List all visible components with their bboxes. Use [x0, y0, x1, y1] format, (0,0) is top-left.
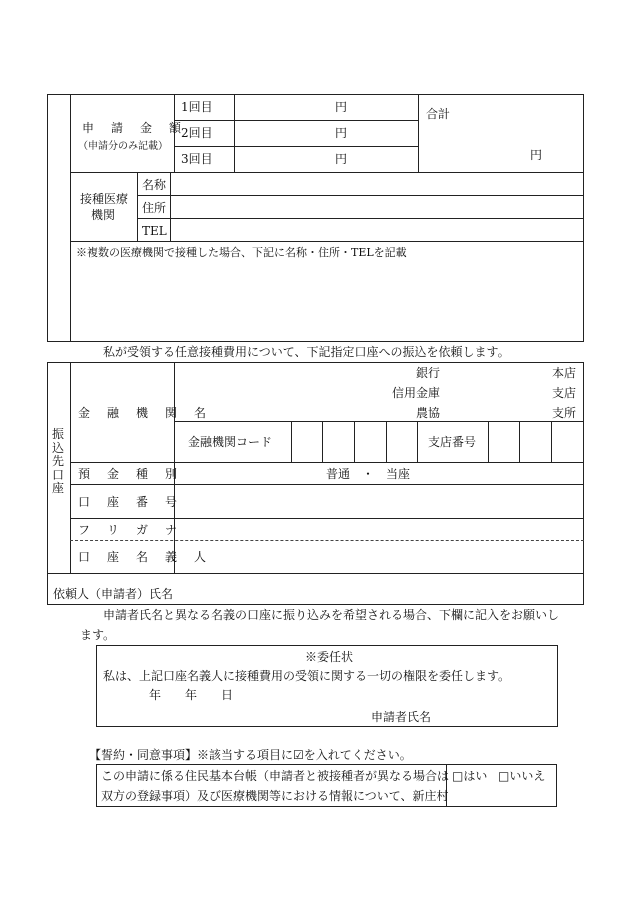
clinic-field-tel: TEL — [142, 224, 167, 238]
delegation-body: 私は、上記口座名義人に接種費用の受領に関する一切の権限を委任します。 — [103, 669, 511, 683]
multi-clinic-note: ※複数の医療機関で接種した場合、下記に名称・住所・TELを記載 — [76, 246, 407, 259]
furigana-label: フ リ ガ ナ — [78, 523, 184, 537]
requester-label: 依頼人（申請者）氏名 — [53, 587, 174, 601]
clinic-label-2: 機関 — [91, 208, 116, 222]
branch-no-label: 支店番号 — [428, 435, 477, 449]
bank-label: 金 融 機 関 名 — [78, 406, 213, 420]
transfer-side-label: 振 込 先 口 座 — [51, 427, 64, 495]
account-no-label: 口 座 番 号 — [78, 495, 184, 509]
branch-type-main: 本店 — [552, 366, 577, 380]
bank-type-shinkin: 信用金庫 — [392, 386, 441, 400]
row2-label: 2回目 — [181, 126, 213, 140]
branch-type-branch: 支店 — [552, 386, 577, 400]
clinic-field-address: 住所 — [142, 201, 167, 215]
row3-unit: 円 — [335, 152, 348, 166]
deposit-type-label: 預 金 種 別 — [78, 467, 184, 481]
transfer-request-text: 私が受領する任意接種費用について、下記指定口座への振込を依頼します。 — [103, 345, 510, 359]
consent-text-2: 双方の登録事項）及び医療機関等における情報について、新庄村 — [101, 789, 449, 803]
row1-label: 1回目 — [181, 100, 213, 114]
row2-unit: 円 — [335, 126, 348, 140]
amount-label: 申 請 金 額 — [82, 121, 188, 135]
delegation-box — [96, 645, 558, 727]
row3-label: 3回目 — [181, 152, 213, 166]
bank-type-nokyo: 農協 — [416, 406, 441, 420]
delegation-title: ※委任状 — [305, 650, 354, 664]
consent-heading: 【誓約・同意事項】※該当する項目に☑を入れてください。 — [89, 748, 412, 762]
delegation-note-1: 申請者氏名と異なる名義の口座に振り込みを希望される場合、下欄に記入をお願いし — [103, 608, 560, 622]
amount-note: （申請分のみ記載） — [78, 141, 168, 152]
consent-yes-checkbox[interactable]: □はい — [452, 769, 488, 783]
clinic-field-name: 名称 — [142, 178, 167, 192]
total-unit: 円 — [530, 148, 543, 162]
holder-label: 口 座 名 義 人 — [78, 550, 213, 564]
deposit-options: 普通 ・ 当座 — [326, 467, 411, 481]
clinic-label-1: 接種医療 — [80, 192, 129, 206]
total-label: 合計 — [426, 107, 451, 121]
bank-type-bank: 銀行 — [416, 366, 441, 380]
delegation-note-2: ます。 — [80, 628, 116, 642]
branch-type-office: 支所 — [552, 406, 577, 420]
delegation-signature: 申請者氏名 — [371, 710, 432, 724]
consent-no-checkbox[interactable]: □いいえ — [498, 769, 546, 783]
row1-unit: 円 — [335, 100, 348, 114]
delegation-date: 年 年 日 — [149, 688, 234, 702]
bank-code-label: 金融機関コード — [188, 435, 273, 449]
consent-text-1: この申請に係る住民基本台帳（申請者と被接種者が異なる場合は — [101, 769, 450, 783]
